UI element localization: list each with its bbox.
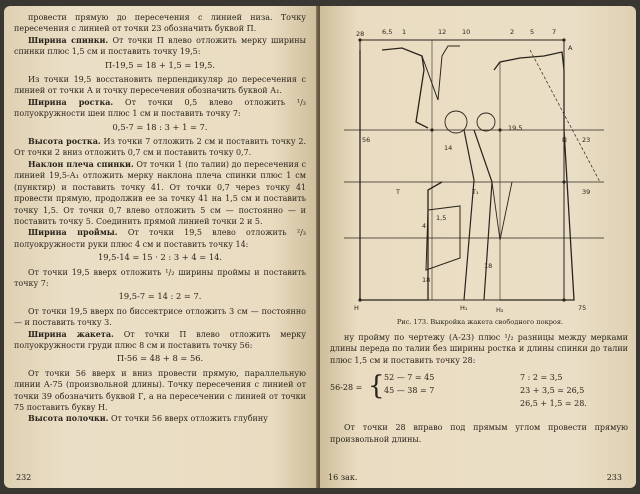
text-paragraph (14, 227, 306, 250)
svg-text:39: 39 (582, 188, 591, 196)
formula-line: 0,5-7 = 18 : 3 + 1 = 7. (112, 121, 208, 132)
calc-row2-left: 45 — 38 = 7 (384, 386, 435, 396)
paragraph-heading: Ширина спинки. (28, 34, 109, 45)
svg-text:28: 28 (356, 30, 365, 38)
svg-text:T: T (396, 188, 400, 196)
paragraph-body: От точки 56 вверх отложить глубину (108, 414, 268, 424)
right-page (320, 6, 636, 488)
text-paragraph (14, 136, 306, 159)
paragraph-body: От точки 56 вверх и вниз провести прямую, параллельную линии А-75 (произвольной длины). Точку пересечения с линией от точки 39 обозначить буквой Г, а на пересечении с линией от точки 75 поставить букву Н. (14, 368, 306, 412)
svg-text:H₁: H₁ (460, 304, 468, 312)
text-paragraph (14, 267, 306, 290)
text-paragraph (14, 35, 306, 58)
paragraph-body: Из точки 7 отложить 2 см и поставить точку 2. От точки 2 вниз отложить 0,7 см и поставить точку 0,7. (14, 137, 307, 158)
right-paragraph-1: ну пройму по чертежу (А-23) плюс ¹/₂ разницы между мерками длины переда по талии без ширины ростка и длины спинки до талии плюс 1,5 см и поставить точку 28: (330, 333, 628, 365)
paragraph-heading: Ширина ростка. (28, 96, 114, 107)
svg-text:H₂: H₂ (496, 306, 504, 314)
svg-text:56: 56 (362, 136, 371, 144)
text-paragraph (14, 413, 306, 424)
svg-text:12: 12 (438, 28, 447, 36)
svg-text:H: H (354, 304, 359, 312)
formula-line: П-19,5 = 18 + 1,5 = 19,5. (104, 59, 216, 70)
paragraph-heading: Ширина проймы. (28, 227, 118, 238)
svg-text:18: 18 (422, 276, 431, 284)
text-paragraph (14, 74, 306, 97)
svg-text:75: 75 (578, 304, 587, 312)
paragraph-body: провести прямую до пересечения с линией низа. Точку пересечения с линией от точки 23 обозначить буквой П. (14, 13, 306, 34)
text-paragraph (14, 12, 306, 35)
calc-row2-right: 23 + 3,5 = 26,5 (520, 386, 585, 396)
calc-brace: { (368, 371, 385, 402)
svg-text:1,5: 1,5 (436, 214, 447, 222)
text-paragraph (14, 97, 306, 120)
paragraph-body: От точки 19,5 влево отложить ²/₃ полуокружности руки плюс 4 см и поставить точку 14: (14, 228, 306, 249)
paragraph-body: От точки 19,5 вверх по биссектрисе отложить 3 см — постоянно — и поставить точку 3. (14, 306, 306, 328)
svg-text:6,5: 6,5 (382, 28, 393, 36)
text-paragraph (14, 368, 306, 414)
left-page (4, 6, 318, 488)
left-page-number: 232 (16, 473, 32, 482)
paragraph-body: От точки П влево отложить мерку полуокружности груди плюс 8 см и поставить точку 56: (14, 329, 306, 350)
left-page-text (14, 12, 306, 425)
svg-text:7: 7 (552, 28, 557, 36)
svg-text:19,5: 19,5 (508, 124, 523, 132)
calc-row1-right: 7 : 2 = 3,5 (520, 373, 563, 383)
paragraph-body: От точки 0,5 влево отложить ¹/₃ полуокружности шеи плюс 1 см и поставить точку 7: (14, 97, 306, 119)
paragraph-body: От точки П влево отложить мерку ширины спинки плюс 1,5 см и поставить точку 19,5: (14, 35, 306, 57)
calc-lhs: 56-28 = (330, 383, 363, 393)
right-page-text (330, 332, 628, 445)
paragraph-heading: Высота полочки. (28, 413, 109, 424)
paragraph-heading: Высота ростка. (28, 136, 101, 147)
calculation-block (330, 368, 628, 418)
paragraph-body: От точки 1 (по талии) до пересечения с линией 19,5-А₁ отложить мерку наклона плеча спинки плюс 1 см (пунктир) и поставить точку 41. От точки 0,7 через точку 41 провести прямую, продолжив ее за точку 41 на 1,5 см и поставить точку 1,5. От точки 0,7 влево отложить 5 см — постоянно — и поставить точку 5. Соединить прямой линией точки 2 и 5. (14, 159, 306, 226)
svg-text:14: 14 (444, 144, 453, 152)
svg-text:П: П (562, 136, 567, 144)
calc-row3-right: 26,5 + 1,5 = 28. (520, 399, 587, 409)
paragraph-body: От точки 19,5 вверх отложить ¹/₂ ширины проймы и поставить точку 7: (14, 267, 306, 288)
formula-line: 19,5-7 = 14 : 2 = 7. (118, 291, 202, 302)
svg-text:A: A (568, 44, 573, 52)
text-paragraph (14, 329, 306, 352)
formula-line: П-56 = 48 + 8 = 56. (116, 353, 204, 364)
svg-text:18: 18 (484, 262, 493, 270)
figure-caption: Рис. 173. Выкройка жакета свободного покроя. (396, 318, 564, 326)
svg-text:T₁: T₁ (472, 188, 479, 196)
formula-line: 19,5-14 = 15 · 2 : 3 + 4 = 14. (97, 252, 223, 263)
paragraph-heading: Ширина жакета. (28, 328, 114, 339)
svg-text:23: 23 (582, 136, 591, 144)
signature-mark: 16 зак. (328, 473, 358, 482)
svg-text:10: 10 (462, 28, 471, 36)
jacket-pattern-figure (324, 10, 624, 315)
svg-text:1: 1 (402, 28, 407, 36)
svg-text:4: 4 (422, 222, 427, 230)
paragraph-body: Из точки 19,5 восстановить перпендикуляр до пересечения с линией от точки А и точку пересечения обозначить буквой А₁. (14, 75, 306, 96)
svg-text:5: 5 (530, 28, 535, 36)
calc-row1-left: 52 — 7 = 45 (384, 373, 435, 383)
text-paragraph (14, 159, 306, 227)
paragraph-heading: Наклон плеча спинки. (28, 158, 134, 169)
svg-text:2: 2 (510, 28, 515, 36)
right-paragraph-2: От точки 28 вправо под прямым углом провести прямую произвольной длины. (330, 423, 628, 444)
text-paragraph (14, 306, 306, 329)
right-page-number: 233 (606, 473, 622, 482)
